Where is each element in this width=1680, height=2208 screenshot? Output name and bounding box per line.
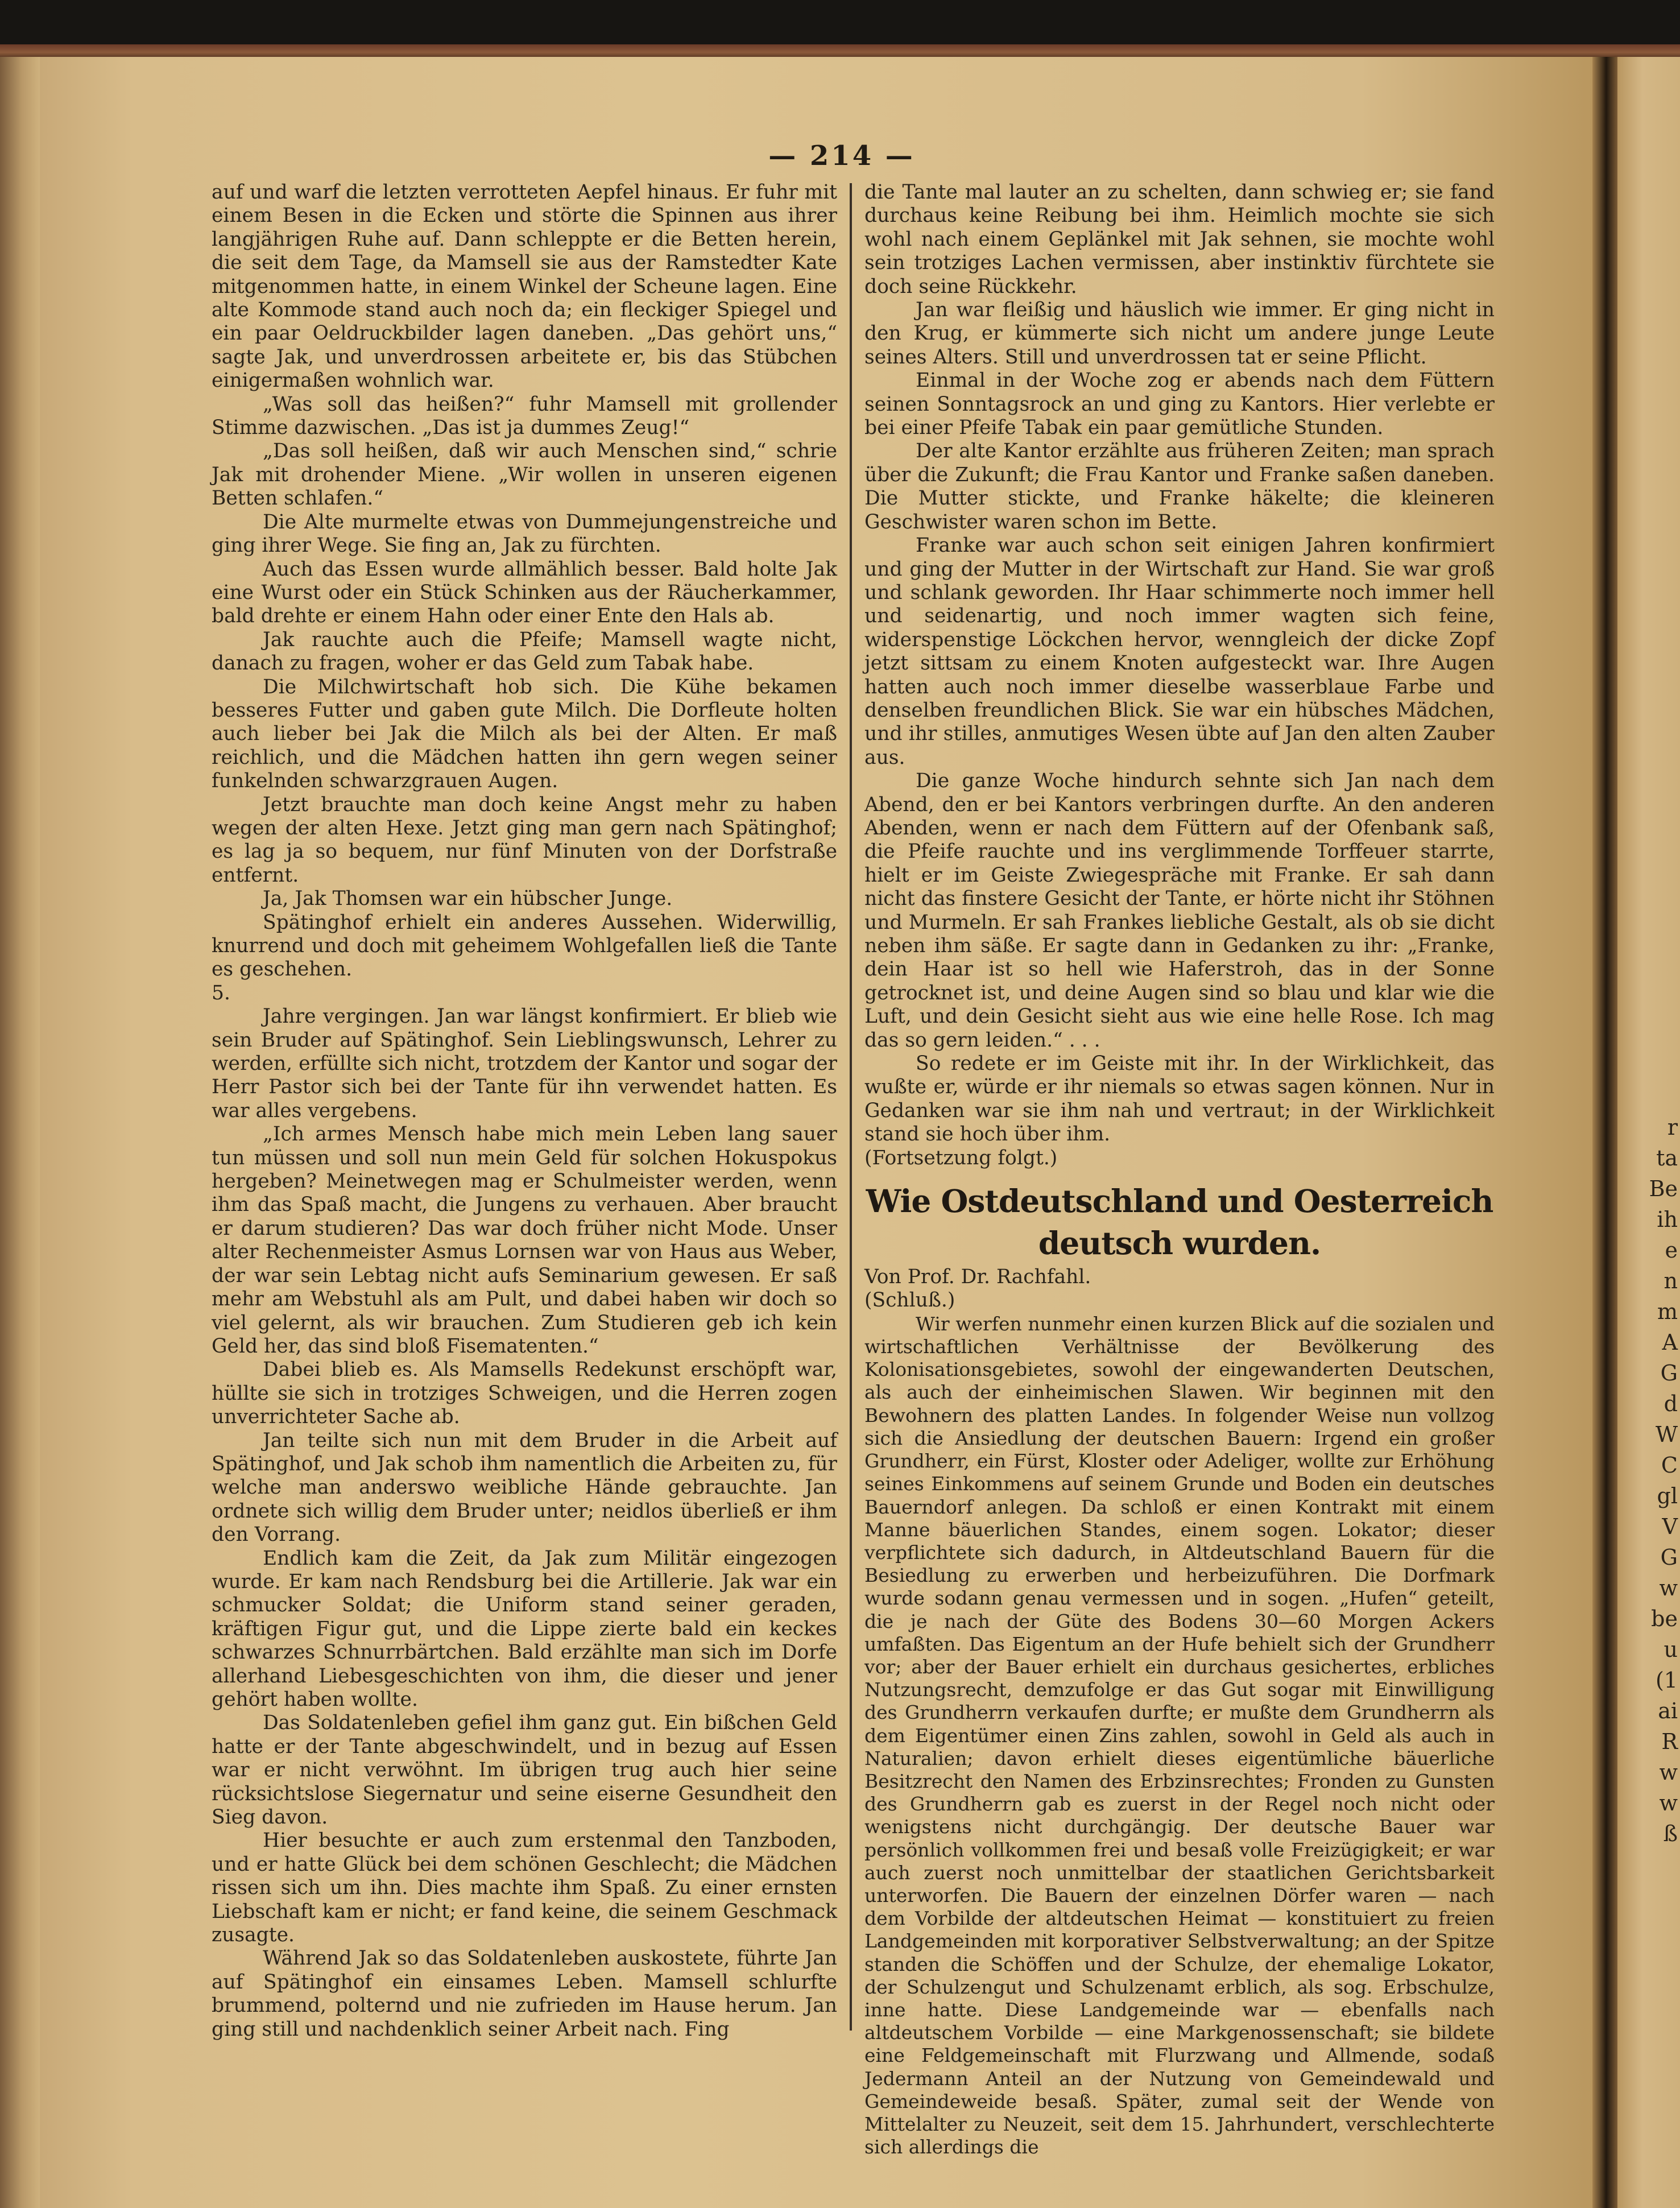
paragraph: Das Soldatenleben gefiel ihm ganz gut. Ein bißchen Geld hatte er der Tante abgeschwindelt, und in bezug auf Essen war er nicht verwöhnt. Im übrigen trug auch hier seine rücksichtslose Siegernatur und seine eiserne Gesundheit den Sieg davon. [212,1711,837,1829]
paragraph: „Das soll heißen, daß wir auch Menschen sind,“ schrie Jak mit drohender Miene. „Wir wollen in unseren eigenen Betten schlafen.“ [212,440,837,510]
article-body [864,1313,1495,2159]
paragraph: auf und warf die letzten verrotteten Aepfel hinaus. Er fuhr mit einem Besen in die Ecken und störte die Spinnen aus ihrer langjährigen Ruhe auf. Dann schleppte er die Betten herein, die seit dem Tage, da Mamsell sie aus der Ramstedter Kate mitgenommen hatte, in einem Winkel der Scheune lagen. Eine alte Kommode stand auch noch da; ein fleckiger Spiegel und ein paar Oeldruckbilder lagen daneben. „Das gehört uns,“ sagte Jak, und unverdrossen arbeitete er, bis das Stübchen einigermaßen wohnlich war. [212,181,837,392]
paragraph: Jahre vergingen. Jan war längst konfirmiert. Er blieb wie sein Bruder auf Spätinghof. Sein Lieblingswunsch, Lehrer zu werden, erfüllte sich nicht, trotzdem der Kantor und sogar der Herr Pastor sich bei der Tante für ihn verwendet hatten. Es war alles vergebens. [212,1005,837,1122]
article-title: Wie Ostdeutschland und Oesterreich deutsch wurden. [866,1182,1493,1262]
paragraph: Auch das Essen wurde allmählich besser. Bald holte Jak eine Wurst oder ein Stück Schinken aus der Räucherkammer, bald drehte er einem Hahn oder einer Ente den Hals ab. [212,557,837,628]
scanner-background [0,0,1680,47]
paragraph: Franke war auch schon seit einigen Jahren konfirmiert und ging der Mutter in der Wirtschaft zur Hand. Sie war groß und schlank geworden. Ihr Haar schimmerte noch immer hell und seidenartig, und noch immer wagten sich feine, widerspenstige Löckchen hervor, wenngleich der dicke Zopf jetzt sittsam zu einem Knoten aufgesteckt war. Ihre Augen hatten auch noch immer dieselbe wasserblaue Farbe und denselben freundlichen Blick. Sie war ein hübsches Mädchen, und ihr stilles, anmutiges Wesen übte auf Jan den alten Zauber aus. [864,534,1495,769]
section-number: 5. [212,981,230,1004]
adjacent-page-fragment: m [1657,1299,1678,1324]
paragraph: „Ich armes Mensch habe mich mein Leben lang sauer tun müssen und soll nun mein Geld für solchen Hokuspokus hergeben? Meinetwegen mag er Schulmeister werden, wenn ihm das Spaß macht, die Jungens zu verhauen. Aber braucht er darum studieren? Das war doch früher nicht Mode. Unser alter Rechenmeister Asmus Lornsen war von Haus aus Weber, der war sein Lebtag nicht aufs Seminarium gewesen. Er saß mehr am Webstuhl als am Pult, und dabei haben wir doch so viel gelernt, als wir brauchen. Zum Studieren geb ich kein Geld her, das sind bloß Fisematenten.“ [212,1123,837,1358]
adjacent-page-fragment: A [1662,1330,1678,1355]
adjacent-page-fragment: (1 [1655,1668,1678,1693]
adjacent-page-fragment: C [1661,1453,1678,1478]
adjacent-page-fragment: w [1659,1576,1678,1601]
adjacent-page-fragment: G [1660,1361,1678,1386]
adjacent-page-fragment: ta [1656,1146,1678,1171]
adjacent-page-fragment: d [1664,1391,1678,1416]
adjacent-page-fragment: u [1664,1637,1678,1662]
paragraph: Dabei blieb es. Als Mamsells Redekunst erschöpft war, hüllte sie sich in trotziges Schweigen, und die Herren zogen unverrichteter Sache ab. [212,1358,837,1429]
paragraph: Jan war fleißig und häuslich wie immer. Er ging nicht in den Krug, er kümmerte sich nicht um andere junge Leute seines Alters. Still und unverdrossen tat er seine Pflicht. [864,299,1495,369]
adjacent-page-fragment: e [1665,1238,1678,1263]
book-spine-edge [0,57,40,2208]
adjacent-page-fragment: gl [1657,1483,1678,1508]
paragraph: Während Jak so das Soldatenleben auskostete, führte Jan auf Spätinghof ein einsames Leben. Mamsell schlurfte brummend, polternd und nie zufrieden im Hause herum. Jan ging still und nachdenklich seiner Arbeit nach. Fing [212,1947,837,2041]
adjacent-page-fragment: ih [1657,1207,1678,1232]
paragraph: Jak rauchte auch die Pfeife; Mamsell wagte nicht, danach zu fragen, woher er das Geld zum Tabak habe. [212,628,837,675]
page-number: — 214 — [768,140,915,172]
paragraph: Jetzt brauchte man doch keine Angst mehr zu haben wegen der alten Hexe. Jetzt ging man gern nach Spätinghof; es lag ja so bequem, nur fünf Minuten von der Dorfstraße entfernt. [212,793,837,887]
paragraph: Die Milchwirtschaft hob sich. Die Kühe bekamen besseres Futter und gaben gute Milch. Die Dorfleute holten auch lieber bei Jak die Milch als bei der Alten. Er maß reichlich, und die Mädchen hatten ihn gern wegen seiner funkelnden schwarzgrauen Augen. [212,675,837,793]
paragraph: „Was soll das heißen?“ fuhr Mamsell mit grollender Stimme dazwischen. „Das ist ja dummes Zeug!“ [212,392,837,440]
paragraph: Die Alte murmelte etwas von Dummejungenstreiche und ging ihrer Wege. Sie fing an, Jak zu fürchten. [212,510,837,557]
right-column [864,181,1495,2159]
paragraph: Hier besuchte er auch zum erstenmal den Tanzboden, und er hatte Glück bei dem schönen Geschlecht; die Mädchen rissen sich um ihn. Dies machte ihm Spaß. Zu einer ernsten Liebschaft kam er nicht; er fand keine, die seinem Geschmack zusagte. [212,1829,837,1947]
adjacent-page-fragment: n [1664,1268,1678,1293]
story-text-part2 [212,1005,837,2041]
story-continuation-text [864,181,1495,1147]
paragraph: Ja, Jak Thomsen war ein hübscher Junge. [263,887,673,911]
article-author: Von Prof. Dr. Rachfahl. [864,1266,1091,1289]
paragraph: Jan teilte sich nun mit dem Bruder in die Arbeit auf Spätinghof, und Jak schob ihm namentlich die Arbeiten zu, für welche man anderswo weibliche Hände gebrauchte. Jan ordnete sich willig dem Bruder unter; neidlos überließ er ihm den Vorrang. [212,1429,837,1547]
adjacent-page-fragment: V [1662,1514,1678,1539]
adjacent-page-fragment: ß [1663,1821,1678,1846]
book-gutter [1592,57,1617,2208]
adjacent-page [1617,57,1680,2208]
paragraph: die Tante mal lauter an zu schelten, dann schwieg er; sie fand durchaus keine Reibung bei ihm. Heimlich mochte sie sich wohl nach einem Geplänkel mit Jak sehnen, sie mochte wohl sein trotziges Lachen vermissen, aber instinktiv fürchtete sie doch seine Rückkehr. [864,181,1495,298]
column-rule [850,183,852,2031]
adjacent-page-fragment: w [1659,1760,1678,1785]
continuation-note: (Fortsetzung folgt.) [864,1146,1058,1169]
story-text-part1 [212,181,837,982]
adjacent-page-fragment: ai [1658,1698,1678,1723]
adjacent-page-fragment: W [1655,1422,1678,1447]
paragraph: So redete er im Geiste mit ihr. In der Wirklichkeit, das wußte er, würde er ihr niemals so etwas sagen können. Nur in Gedanken war sie ihm nah und vertraut; in der Wirklichkeit stand sie hoch über ihm. [864,1052,1495,1146]
adjacent-page-fragment: R [1661,1729,1678,1754]
paragraph: Einmal in der Woche zog er abends nach dem Füttern seinen Sonntagsrock an und ging zu Kantors. Hier verlebte er bei einer Pfeife Tabak ein paar gemütliche Stunden. [864,369,1495,440]
adjacent-page-fragment: w [1659,1791,1678,1816]
adjacent-page-fragment: be [1651,1606,1678,1631]
adjacent-page-fragment: G [1660,1545,1678,1570]
adjacent-page-fragment: r [1667,1115,1678,1140]
left-column [212,181,837,2041]
article-note: (Schluß.) [864,1289,955,1312]
paragraph: Spätinghof erhielt ein anderes Aussehen. Widerwillig, knurrend und doch mit geheimem Wohlgefallen ließ die Tante es geschehen. [212,911,837,981]
paragraph: Die ganze Woche hindurch sehnte sich Jan nach dem Abend, den er bei Kantors verbringen durfte. An den anderen Abenden, wenn er nach dem Füttern auf der Ofenbank saß, die Pfeife rauchte und ins verglimmende Torffeuer starrte, hielt er im Geiste Zwiegespräche mit Franke. Er sah dann nicht das finstere Gesicht der Tante, er hörte nicht ihr Stöhnen und Murmeln. Er sah Frankes liebliche Gestalt, als ob sie dicht neben ihm säße. Er sagte dann in Gedanken zu ihr: „Franke, dein Haar ist so hell wie Haferstroh, das in der Sonne getrocknet ist, und deine Augen sind so blau und klar wie die Luft, und dein Gesicht sieht aus wie eine helle Rose. Ich mag das so gern leiden.“ . . . [864,770,1495,1052]
adjacent-page-fragment: Be [1649,1176,1678,1201]
paragraph: Wir werfen nunmehr einen kurzen Blick auf die sozialen und wirtschaftlichen Verhältnisse der Bevölkerung des Kolonisationsgebietes, sowohl der eingewanderten Deutschen, als auch der einheimischen Slawen. Wir beginnen mit den Bewohnern des platten Landes. In folgender Weise nun vollzog sich die Ansiedlung der deutschen Bauern: Irgend ein großer Grundherr, ein Fürst, Kloster oder Adeliger, wollte zur Erhöhung seines Einkommens auf seinem Grunde und Boden ein deutsches Bauerndorf anlegen. Da schloß er einen Kontrakt mit einem Manne bäuerlichen Standes, einem sogen. Lokator; dieser verpflichtete sich dadurch, in Altdeutschland Bauern für die Besiedlung zu erwerben und herbeizuführen. Die Dorfmark wurde sodann genau vermessen und in sogen. „Hufen“ geteilt, die je nach der Güte des Bodens 30—60 Morgen Ackers umfaßten. Das Eigentum an der Hufe behielt sich der Grundherr vor; aber der Bauer erhielt ein durchaus gesichertes, erbliches Nutzungsrecht, demzufolge er das Gut sogar mit Einwilligung des Grundherrn verkaufen durfte; er mußte dem Grundherrn als dem Eigentümer einen Zins zahlen, sowohl in Geld als auch in Naturalien; davon erhielt dieses eigentümliche bäuerliche Besitzrecht den Namen des Erbzinsrechtes; Fronden zu Gunsten des Grundherrn gab es zuerst in der Regel noch nicht oder wenigstens nicht durchgängig. Der deutsche Bauer war persönlich vollkommen frei und besaß volle Freizügigkeit; er war auch zuerst noch unmittelbar der staatlichen Gerichtsbarkeit unterworfen. Die Bauern der einzelnen Dörfer waren — nach dem Vorbilde der altdeutschen Heimat — konstituiert zu freien Landgemeinden mit korporativer Selbstverwaltung; an der Spitze standen die Schöffen und der Schulze, der ehemalige Lokator, der Schulzengut und Schulzenamt erblich, als sog. Erbschulze, inne hatte. Diese Landgemeinde war — ebenfalls nach altdeutschem Vorbilde — eine Markgenossenschaft; sie bildete eine Feldgemeinschaft mit Flurzwang und Allmende, sodaß Jedermann Anteil an der Nutzung von Gemeindewald und Gemeindeweide besaß. Später, zumal seit der Wende von Mittelalter zu Neuzeit, seit dem 15. Jahrhundert, verschlechterte sich allerdings die [864,1312,1495,2159]
paragraph: Der alte Kantor erzählte aus früheren Zeiten; man sprach über die Zukunft; die Frau Kantor und Franke saßen daneben. Die Mutter stickte, und Franke häkelte; die kleineren Geschwister waren schon im Bette. [864,440,1495,534]
paragraph: Endlich kam die Zeit, da Jak zum Militär eingezogen wurde. Er kam nach Rendsburg bei die Artillerie. Jak war ein schmucker Soldat; die Uniform stand seiner geraden, kräftigen Figur gut, und die Lippe zierte bald ein keckes schwarzes Schnurrbärtchen. Bald erzählte man sich im Dorfe allerhand Liebesgeschichten von ihm, die dieser und jener gehört haben wollte. [212,1547,837,1711]
